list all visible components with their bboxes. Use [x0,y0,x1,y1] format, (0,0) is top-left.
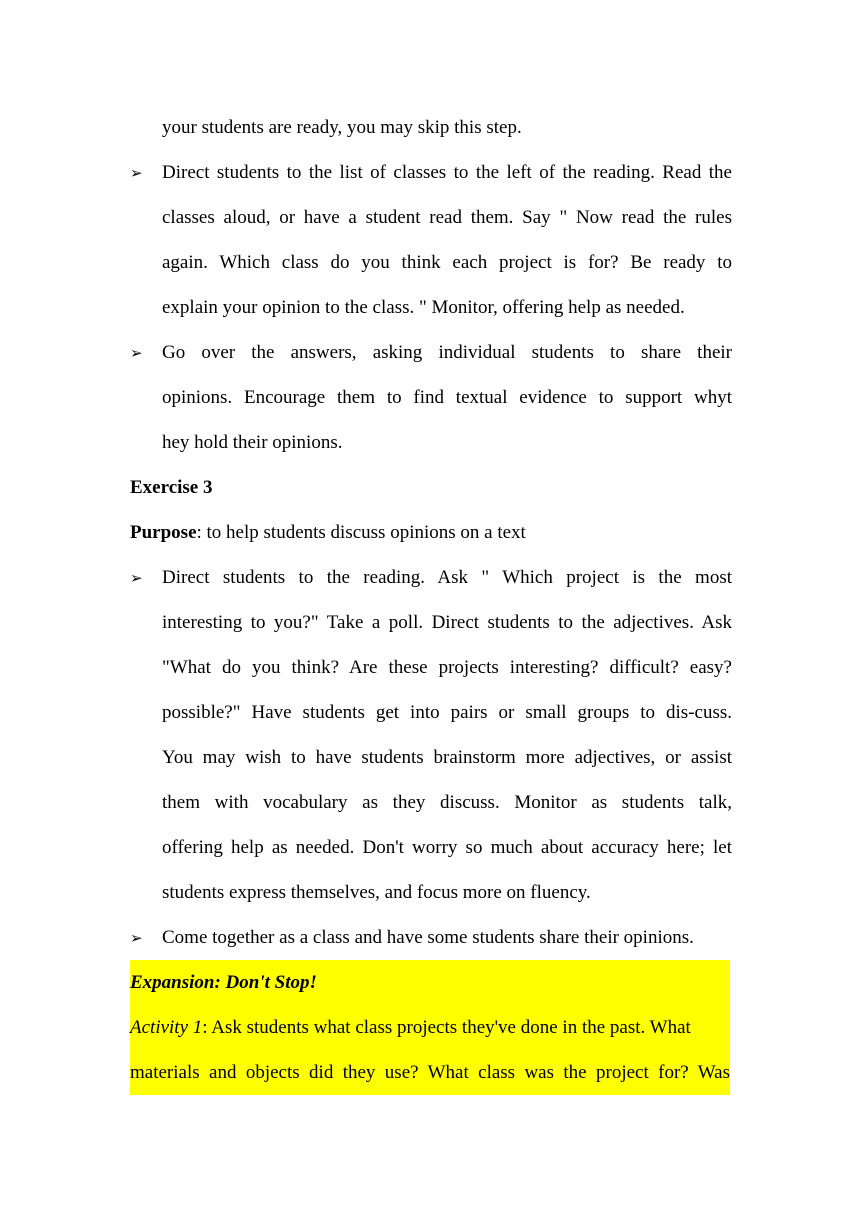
paragraph-line: Direct students to the reading. Ask " Which project is the most [162,567,732,588]
paragraph-line: classes aloud, or have a student read them. Say " Now read the rules [162,207,732,228]
bullet-arrow-icon: ➢ [130,929,143,947]
paragraph-line: possible?" Have students get into pairs or small groups to dis-cuss. [162,702,732,723]
paragraph-line: hey hold their opinions. [162,432,343,453]
expansion-heading: Expansion: Don't Stop! [130,972,317,993]
activity-line [130,1014,732,1042]
activity-text: : Ask students what class projects they've done in the past. What [202,1017,691,1038]
paragraph-line: Go over the answers, asking individual students to share their [162,342,732,363]
bullet-arrow-icon: ➢ [130,164,143,182]
bullet-arrow-icon: ➢ [130,344,143,362]
purpose-line [130,519,732,547]
paragraph-line: your students are ready, you may skip this step. [162,117,522,138]
bullet-arrow-icon: ➢ [130,569,143,587]
exercise-heading: Exercise 3 [130,477,213,498]
paragraph-line: materials and objects did they use? What class was the project for? Was [130,1062,730,1083]
paragraph-line: interesting to you?" Take a poll. Direct students to the adjectives. Ask [162,612,732,633]
paragraph-line: You may wish to have students brainstorm more adjectives, or assist [162,747,732,768]
paragraph-line: Direct students to the list of classes to the left of the reading. Read the [162,162,732,183]
purpose-label: Purpose [130,522,197,543]
paragraph-line: opinions. Encourage them to find textual evidence to support whyt [162,387,732,408]
paragraph-line: them with vocabulary as they discuss. Monitor as students talk, [162,792,732,813]
paragraph-line: Come together as a class and have some students share their opinions. [162,927,694,948]
purpose-text: : to help students discuss opinions on a text [196,522,526,543]
paragraph-line: offering help as needed. Don't worry so much about accuracy here; let [162,837,732,858]
paragraph-line: explain your opinion to the class. " Monitor, offering help as needed. [162,297,685,318]
paragraph-line: "What do you think? Are these projects interesting? difficult? easy? [162,657,732,678]
activity-label: Activity 1 [130,1017,203,1038]
paragraph-line: students express themselves, and focus more on fluency. [162,882,591,903]
paragraph-line: again. Which class do you think each project is for? Be ready to [162,252,732,273]
